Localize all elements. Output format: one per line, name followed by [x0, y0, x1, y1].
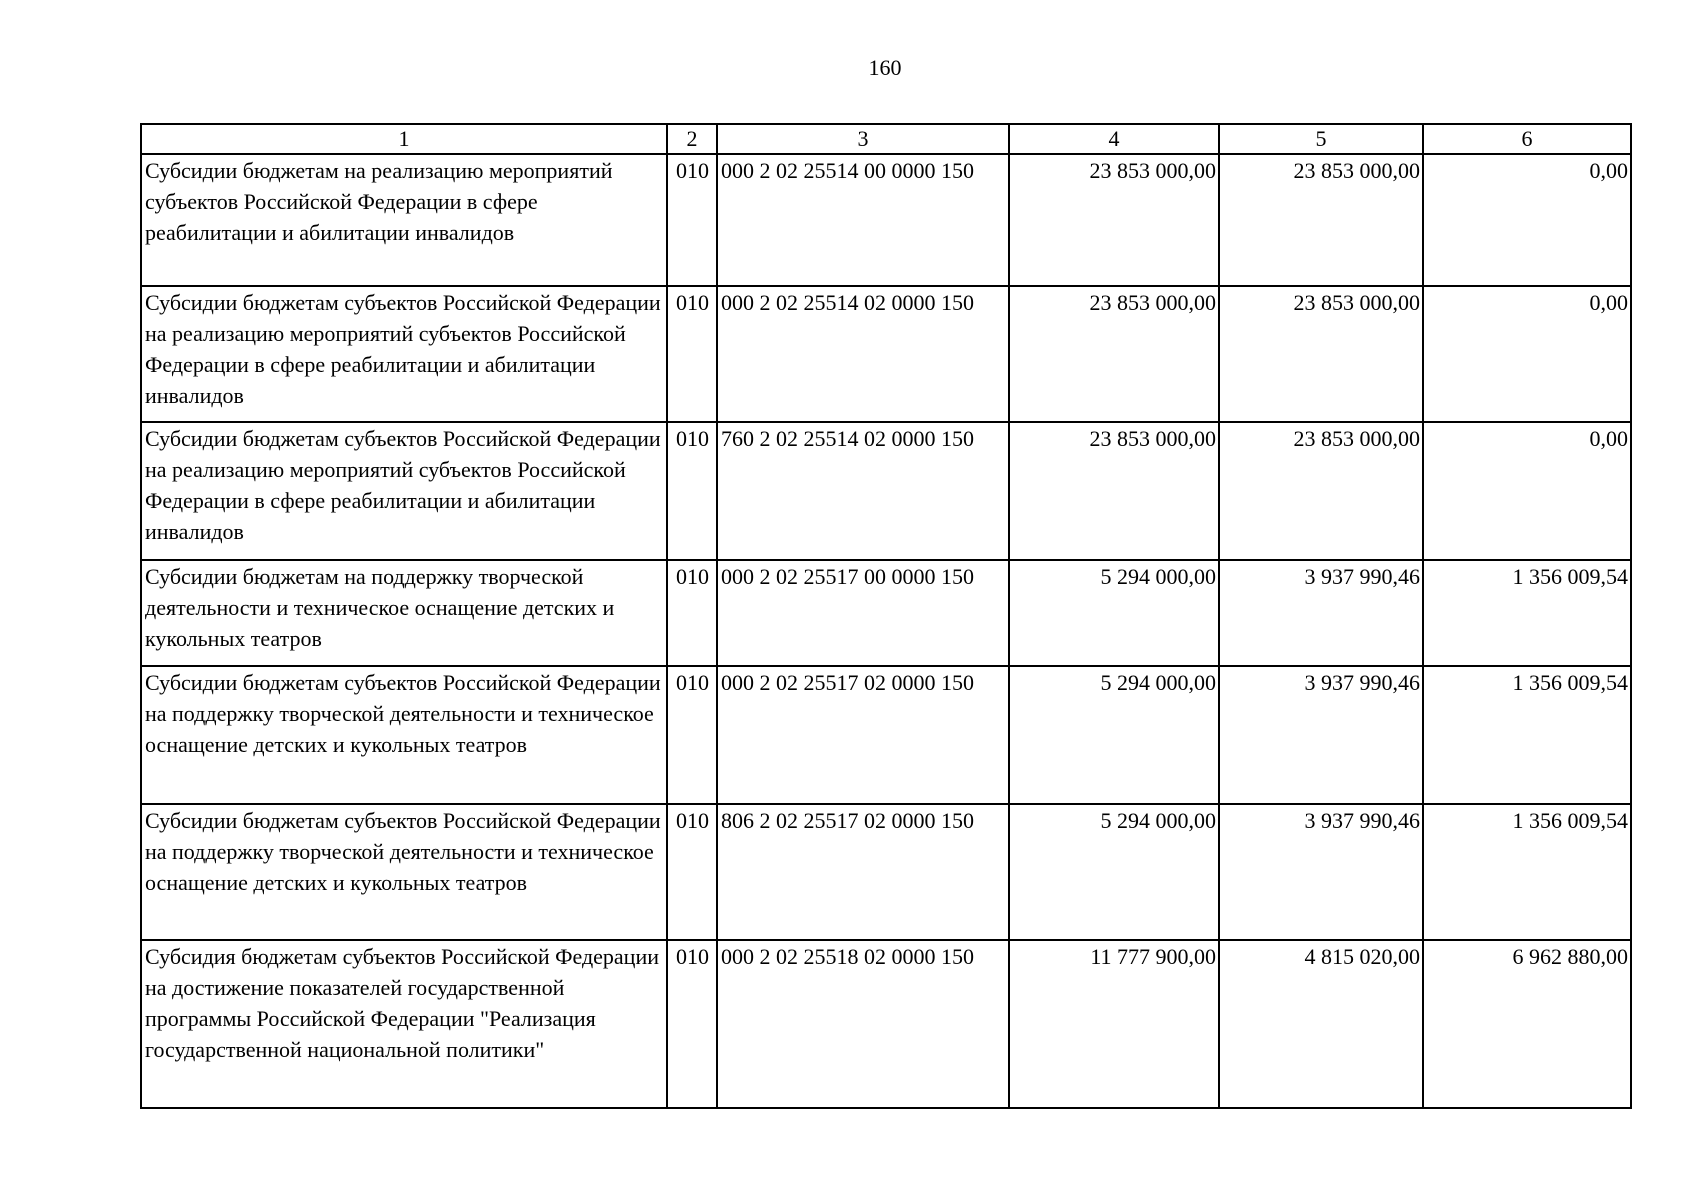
unexecuted-amount: 6 962 880,00 [1423, 940, 1631, 1108]
budget-classification-code: 000 2 02 25517 00 0000 150 [717, 560, 1009, 666]
approved-amount: 5 294 000,00 [1009, 666, 1219, 804]
table-row [141, 154, 1631, 286]
approved-amount: 23 853 000,00 [1009, 286, 1219, 422]
unexecuted-amount: 0,00 [1423, 422, 1631, 560]
line-code: 010 [667, 286, 717, 422]
line-code: 010 [667, 154, 717, 286]
unexecuted-amount: 1 356 009,54 [1423, 804, 1631, 940]
income-name: Субсидии бюджетам субъектов Российской Федерации на поддержку творческой деятельности и техническое оснащение детских и кукольных театров [141, 666, 667, 804]
column-header: 4 [1009, 124, 1219, 154]
income-name: Субсидия бюджетам субъектов Российской Федерации на достижение показателей государственной программы Российской Федерации "Реализация государственной национальной политики" [141, 940, 667, 1108]
budget-classification-code: 000 2 02 25517 02 0000 150 [717, 666, 1009, 804]
unexecuted-amount: 0,00 [1423, 286, 1631, 422]
column-header: 3 [717, 124, 1009, 154]
executed-amount: 4 815 020,00 [1219, 940, 1423, 1108]
income-name: Субсидии бюджетам субъектов Российской Федерации на реализацию мероприятий субъектов Российской Федерации в сфере реабилитации и абилитации инвалидов [141, 422, 667, 560]
column-header: 1 [141, 124, 667, 154]
executed-amount: 3 937 990,46 [1219, 560, 1423, 666]
table-row [141, 560, 1631, 666]
table-row [141, 422, 1631, 560]
budget-classification-code: 000 2 02 25518 02 0000 150 [717, 940, 1009, 1108]
table-row [141, 286, 1631, 422]
approved-amount: 11 777 900,00 [1009, 940, 1219, 1108]
table-row [141, 940, 1631, 1108]
executed-amount: 23 853 000,00 [1219, 286, 1423, 422]
table-row [141, 666, 1631, 804]
executed-amount: 3 937 990,46 [1219, 666, 1423, 804]
line-code: 010 [667, 666, 717, 804]
budget-classification-code: 000 2 02 25514 00 0000 150 [717, 154, 1009, 286]
executed-amount: 23 853 000,00 [1219, 154, 1423, 286]
column-header: 6 [1423, 124, 1631, 154]
line-code: 010 [667, 422, 717, 560]
line-code: 010 [667, 940, 717, 1108]
unexecuted-amount: 1 356 009,54 [1423, 560, 1631, 666]
income-name: Субсидии бюджетам субъектов Российской Федерации на реализацию мероприятий субъектов Российской Федерации в сфере реабилитации и абилитации инвалидов [141, 286, 667, 422]
budget-classification-code: 760 2 02 25514 02 0000 150 [717, 422, 1009, 560]
table-header-row [141, 124, 1631, 154]
table-row [141, 804, 1631, 940]
approved-amount: 23 853 000,00 [1009, 422, 1219, 560]
unexecuted-amount: 1 356 009,54 [1423, 666, 1631, 804]
budget-table [140, 123, 1632, 1109]
approved-amount: 23 853 000,00 [1009, 154, 1219, 286]
line-code: 010 [667, 804, 717, 940]
approved-amount: 5 294 000,00 [1009, 804, 1219, 940]
income-name: Субсидии бюджетам на реализацию мероприятий субъектов Российской Федерации в сфере реабилитации и абилитации инвалидов [141, 154, 667, 286]
line-code: 010 [667, 560, 717, 666]
column-header: 2 [667, 124, 717, 154]
column-header: 5 [1219, 124, 1423, 154]
page-number: 160 [868, 55, 902, 80]
executed-amount: 3 937 990,46 [1219, 804, 1423, 940]
budget-classification-code: 806 2 02 25517 02 0000 150 [717, 804, 1009, 940]
approved-amount: 5 294 000,00 [1009, 560, 1219, 666]
income-name: Субсидии бюджетам субъектов Российской Федерации на поддержку творческой деятельности и техническое оснащение детских и кукольных театров [141, 804, 667, 940]
income-name: Субсидии бюджетам на поддержку творческой деятельности и техническое оснащение детских и кукольных театров [141, 560, 667, 666]
unexecuted-amount: 0,00 [1423, 154, 1631, 286]
executed-amount: 23 853 000,00 [1219, 422, 1423, 560]
budget-classification-code: 000 2 02 25514 02 0000 150 [717, 286, 1009, 422]
